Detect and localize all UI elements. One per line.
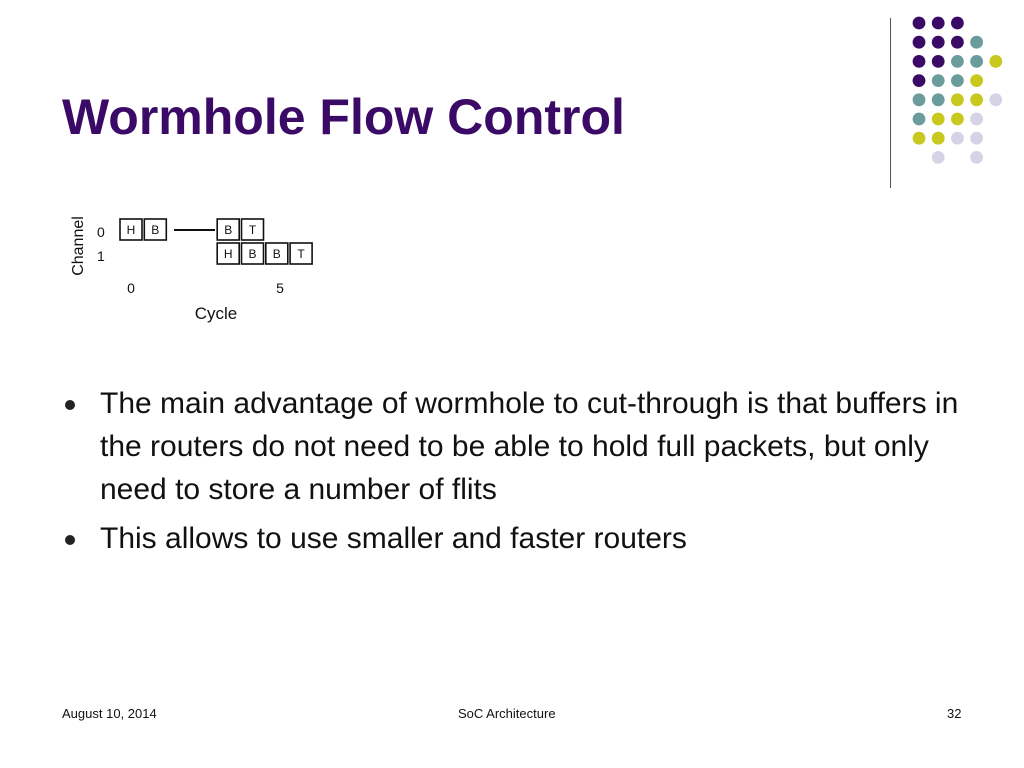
decorative-dot bbox=[951, 36, 964, 49]
flit-label: H bbox=[126, 223, 136, 237]
decorative-dot bbox=[970, 113, 983, 126]
x-axis-label: Cycle bbox=[194, 304, 238, 323]
decorative-dot bbox=[989, 55, 1002, 68]
decorative-dot bbox=[913, 132, 926, 145]
bullet-item bbox=[62, 517, 982, 560]
decorative-dot bbox=[951, 132, 964, 145]
decorative-dot bbox=[932, 74, 945, 87]
footer-title: SoC Architecture bbox=[458, 706, 556, 721]
decorative-dot bbox=[932, 113, 945, 126]
channel-label-1: 1 bbox=[97, 248, 105, 264]
wormhole-timing-diagram bbox=[60, 200, 360, 330]
slide-number: 32 bbox=[947, 706, 962, 721]
decorative-dot bbox=[970, 93, 983, 106]
decorative-dot bbox=[932, 151, 945, 164]
footer-date: August 10, 2014 bbox=[62, 706, 157, 721]
decorative-dot bbox=[970, 132, 983, 145]
flit-label: B bbox=[224, 223, 233, 237]
decorative-dot bbox=[913, 36, 926, 49]
decorative-dot bbox=[913, 17, 926, 30]
bullet-text: The main advantage of wormhole to cut-through is that buffers in the routers do not need to be able to hold full packets, but only need to store a number of flits bbox=[100, 387, 959, 506]
decorative-dot bbox=[951, 93, 964, 106]
flit-cells bbox=[120, 219, 312, 264]
decorative-dot bbox=[932, 36, 945, 49]
decorative-dot bbox=[932, 17, 945, 30]
decorative-dot bbox=[932, 55, 945, 68]
decorative-dot bbox=[970, 151, 983, 164]
channel-label-0: 0 bbox=[97, 224, 105, 240]
vertical-divider bbox=[890, 18, 891, 188]
flit-label: B bbox=[248, 247, 257, 261]
bullet-item bbox=[62, 382, 982, 511]
decorative-dot bbox=[951, 55, 964, 68]
decorative-dot bbox=[932, 93, 945, 106]
decorative-dot bbox=[913, 55, 926, 68]
decorative-dot bbox=[970, 74, 983, 87]
y-axis-label: Channel bbox=[70, 216, 87, 276]
bullet-text: This allows to use smaller and faster routers bbox=[100, 522, 687, 555]
decorative-dot bbox=[951, 17, 964, 30]
cycle-label-0: 0 bbox=[127, 280, 135, 296]
decorative-dot bbox=[989, 93, 1002, 106]
decorative-dot bbox=[970, 55, 983, 68]
decorative-dot bbox=[970, 36, 983, 49]
flit-label: H bbox=[223, 247, 233, 261]
flit-label: T bbox=[297, 247, 305, 261]
decorative-dot bbox=[913, 113, 926, 126]
decorative-dot bbox=[951, 74, 964, 87]
decorative-dot bbox=[932, 132, 945, 145]
slide-title: Wormhole Flow Control bbox=[62, 89, 625, 145]
bullet-list bbox=[62, 382, 982, 566]
flit-label: B bbox=[151, 223, 160, 237]
decorative-dot bbox=[951, 113, 964, 126]
bullet-icon bbox=[65, 535, 75, 545]
bullet-icon bbox=[65, 400, 75, 410]
flit-label: B bbox=[272, 247, 281, 261]
cycle-label-5: 5 bbox=[276, 280, 284, 296]
flit-label: T bbox=[248, 223, 257, 237]
decorative-dot bbox=[913, 74, 926, 87]
decorative-dot bbox=[913, 93, 926, 106]
